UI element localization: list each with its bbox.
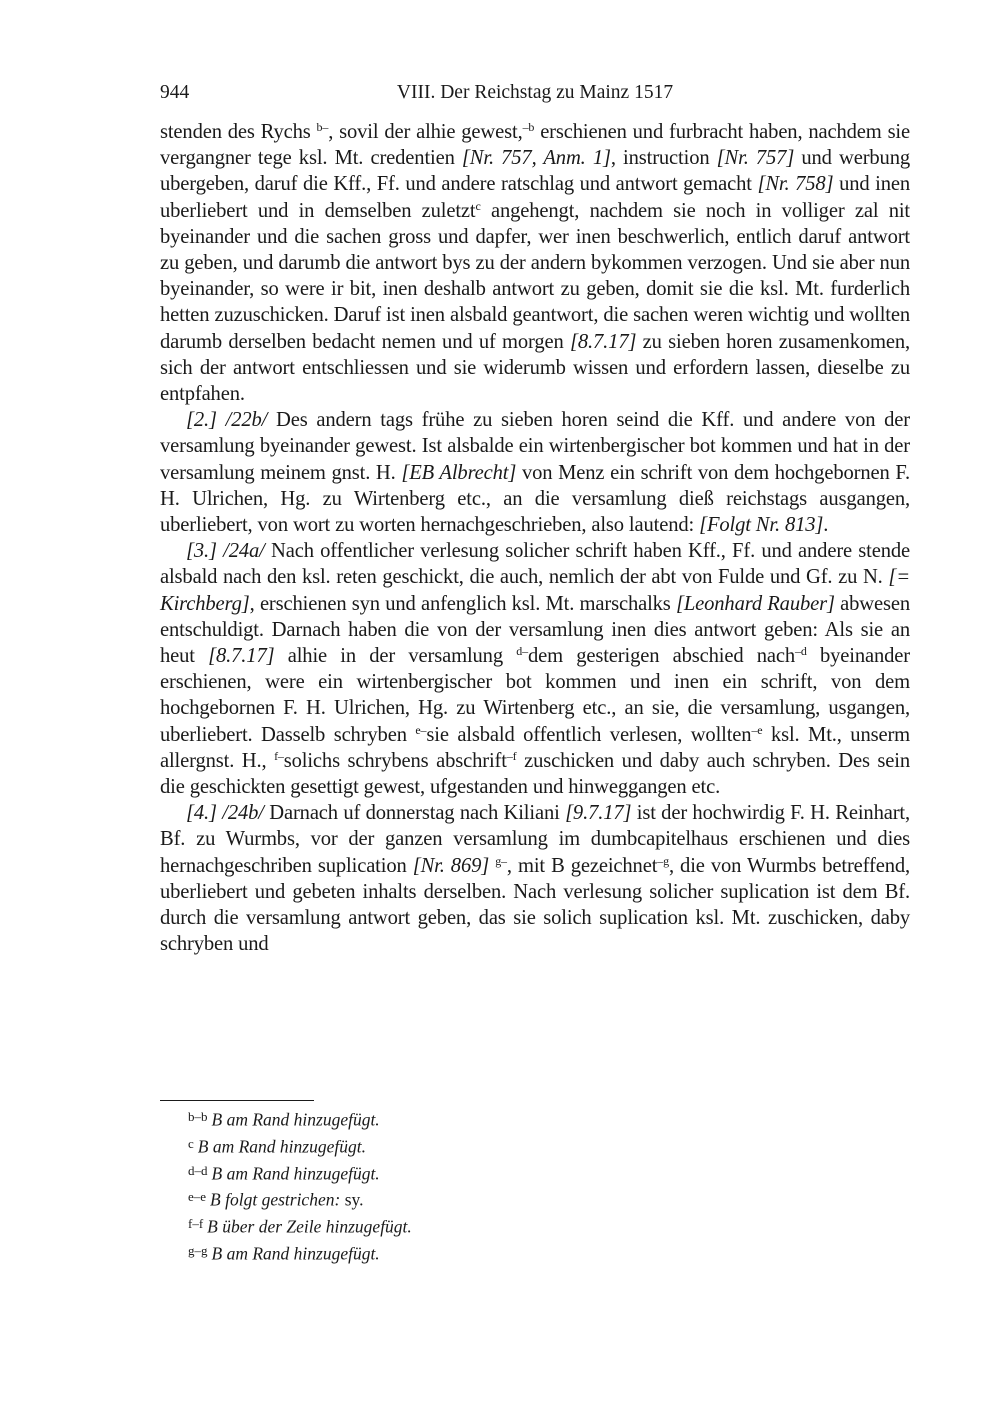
document-page <box>160 78 910 958</box>
footnote-mark: b–b <box>188 1109 208 1124</box>
text: erschienen und furbracht haben, nachdem sie vergangner tege ksl. Mt. credentien <box>160 121 910 170</box>
footnote-ref: –d <box>795 643 807 658</box>
text: ksl. Mt., unserm allergnst. H., <box>160 723 911 772</box>
text: byeinander erschienen, were ein wirtenbergischer bot kommen und inen ein schrift, von dem hochgebornen F. H. Ulrichen, Hg. zu Wirtenberg etc., an sie, die versamlung, usgangen, uberliebert. Dasselb schryben <box>160 645 910 746</box>
paragraph-2 <box>160 407 910 538</box>
footnote-item <box>188 1159 688 1186</box>
paragraph-3 <box>160 538 910 800</box>
footnote-ref: g– <box>495 853 507 868</box>
footnote-item <box>188 1132 688 1159</box>
footnote-mark: g–g <box>188 1242 208 1258</box>
editorial-note: [Leonhard Rauber] <box>675 592 835 615</box>
footnote-quote: sy. <box>344 1189 364 1210</box>
footnote-ref: c <box>475 198 481 213</box>
footnote-text: B am Rand hinzugefügt. <box>211 1109 380 1130</box>
footnote-ref: –f <box>506 748 517 763</box>
page-number: 944 <box>160 82 190 103</box>
text: , sovil der alhie gewest, <box>328 121 523 143</box>
text: , mit B gezeichnet <box>506 854 658 877</box>
editorial-note: [8.7.17] <box>208 645 275 668</box>
footnote-item <box>188 1212 688 1239</box>
running-head <box>160 78 910 108</box>
footnote-ref: –e <box>751 722 763 737</box>
text: stenden des Rychs <box>160 121 317 143</box>
text: von Menz ein schrift von dem hochgebornen F. H. Ulrichen, Hg. zu Wirtenberg etc., an die versamlung dieß reichstags ausgangen, uberliebert, von wort zu worten hernachgeschrieben, also lautend: <box>160 461 910 537</box>
paragraph-1 <box>160 119 910 407</box>
editorial-note: [Nr. 757, Anm. 1] <box>461 147 611 170</box>
footnote-ref: e– <box>415 722 427 737</box>
editorial-note: [9.7.17] <box>565 802 632 825</box>
editorial-note: [8.7.17] <box>570 330 637 353</box>
text: , erschienen syn und anfenglich ksl. Mt. marschalks <box>249 592 676 615</box>
editorial-note: [Nr. 869] <box>412 854 490 877</box>
text: sie alsbald offentlich verlesen, wollten <box>426 723 752 746</box>
editorial-note: [EB Albrecht] <box>401 461 517 484</box>
editorial-note: [Nr. 757] <box>716 147 795 170</box>
section-marker: [2.] /22b/ <box>186 409 268 432</box>
text: . <box>823 514 829 537</box>
text: Darnach uf donnerstag nach Kiliani <box>263 802 566 825</box>
footnote-text: B über der Zeile hinzugefügt. <box>207 1216 412 1237</box>
footnote-text: B folgt gestrichen: <box>210 1189 345 1210</box>
footnotes <box>188 1105 688 1266</box>
text: solichs schrybens abschrift <box>283 749 507 772</box>
text: dem gesterigen abschied nach <box>527 645 796 668</box>
editorial-note: [= Kirchberg] <box>160 566 910 615</box>
text: , die von Wurmbs betreffend, uberliebert und gebeten inhalts derselben. Nach verlesung solicher suplication ist dem Bf. durch die versamlung antwort geben, das sie solich suplication ksl. Mt. zuschicken, daby schryben und <box>160 854 910 956</box>
footnote-text: B am Rand hinzugefügt. <box>197 1136 366 1157</box>
text: zuschicken und daby auch schryben. Des sein die geschickten gesettigt gewest, ufgestanden und hinweggangen etc. <box>160 749 911 799</box>
section-marker: [4.] /24b/ <box>186 802 264 825</box>
footnote-item <box>188 1239 688 1266</box>
text: Nach offentlicher verlesung solicher schrift haben Kff., Ff. und andere stende alsbald nach den ksl. reten geschickt, die auch, nemlich der abt von Fulde und Gf. zu N. <box>160 540 910 589</box>
footnote-item <box>188 1105 688 1132</box>
editorial-note: [Folgt Nr. 813] <box>699 514 824 537</box>
section-marker: [3.] /24a/ <box>186 540 265 563</box>
text: , instruction <box>610 147 717 170</box>
paragraph-4 <box>160 800 910 957</box>
text: angehengt, nachdem sie noch in volliger zal nit byeinander und die sachen gross und dapfer, wer inen beschwerlich, entlich daruf antwort zu geben, und darumb die antwort bys zu der andern bykommen verzogen. Und sie aber nun byeinander, so were ir bit, inen deshalb antwort zu geben, domit sie die ksl. Mt. furderlich hetten zuzuschicken. Daruf ist inen alsbald geantwort, die sachen weren wichtig und wollten darumb derselben bedacht nemen und uf morgen <box>160 199 910 353</box>
footnote-ref: f– <box>274 748 284 763</box>
footnote-item <box>188 1185 688 1212</box>
footnote-ref: d– <box>516 643 528 658</box>
footnote-mark: f–f <box>188 1216 204 1231</box>
footnote-mark: d–d <box>188 1162 208 1178</box>
text: Des andern tags frühe zu sieben horen seind die Kff. und andere von der versamlung byeinander gewest. Ist alsbalde ein wirtenbergischer bot kommen und hat in der versamlung meinem gnst. H. <box>160 409 910 484</box>
footnote-ref: –g <box>657 853 669 868</box>
text: zu sieben horen zusamenkomen, sich der antwort entschliessen und sie widerumb wissen und erfordern lassen, dieselbe zu entpfahen. <box>160 330 910 406</box>
footnote-text: B am Rand hinzugefügt. <box>211 1163 380 1184</box>
footnote-ref: b– <box>316 119 329 134</box>
editorial-note: [Nr. 758] <box>757 173 834 196</box>
running-title: VIII. Der Reichstag zu Mainz 1517 <box>396 82 674 103</box>
footnote-mark: c <box>188 1135 194 1151</box>
text: ist der hochwirdig F. H. Reinhart, Bf. zu Wurmbs, vor der ganzen versamlung im dumbcapitelhaus erschienen und dies hernachgeschriben suplication <box>160 802 910 877</box>
body-text <box>160 119 910 958</box>
footnote-ref: –b <box>522 119 535 134</box>
text: und werbung ubergeben, daruf die Kff., Ff. und andere ratschlag und antwort gemacht <box>160 147 910 196</box>
text: alhie in der versamlung <box>274 645 517 668</box>
text: abwesen entschuldigt. Darnach haben die von der versamlung inen dies antwort geben: Als sie an heut <box>160 592 910 668</box>
footnote-divider <box>160 1100 314 1101</box>
footnote-text: B am Rand hinzugefügt. <box>211 1243 380 1264</box>
text: und inen uberliebert und in demselben zuletzt <box>160 173 910 222</box>
footnote-mark: e–e <box>188 1189 207 1205</box>
